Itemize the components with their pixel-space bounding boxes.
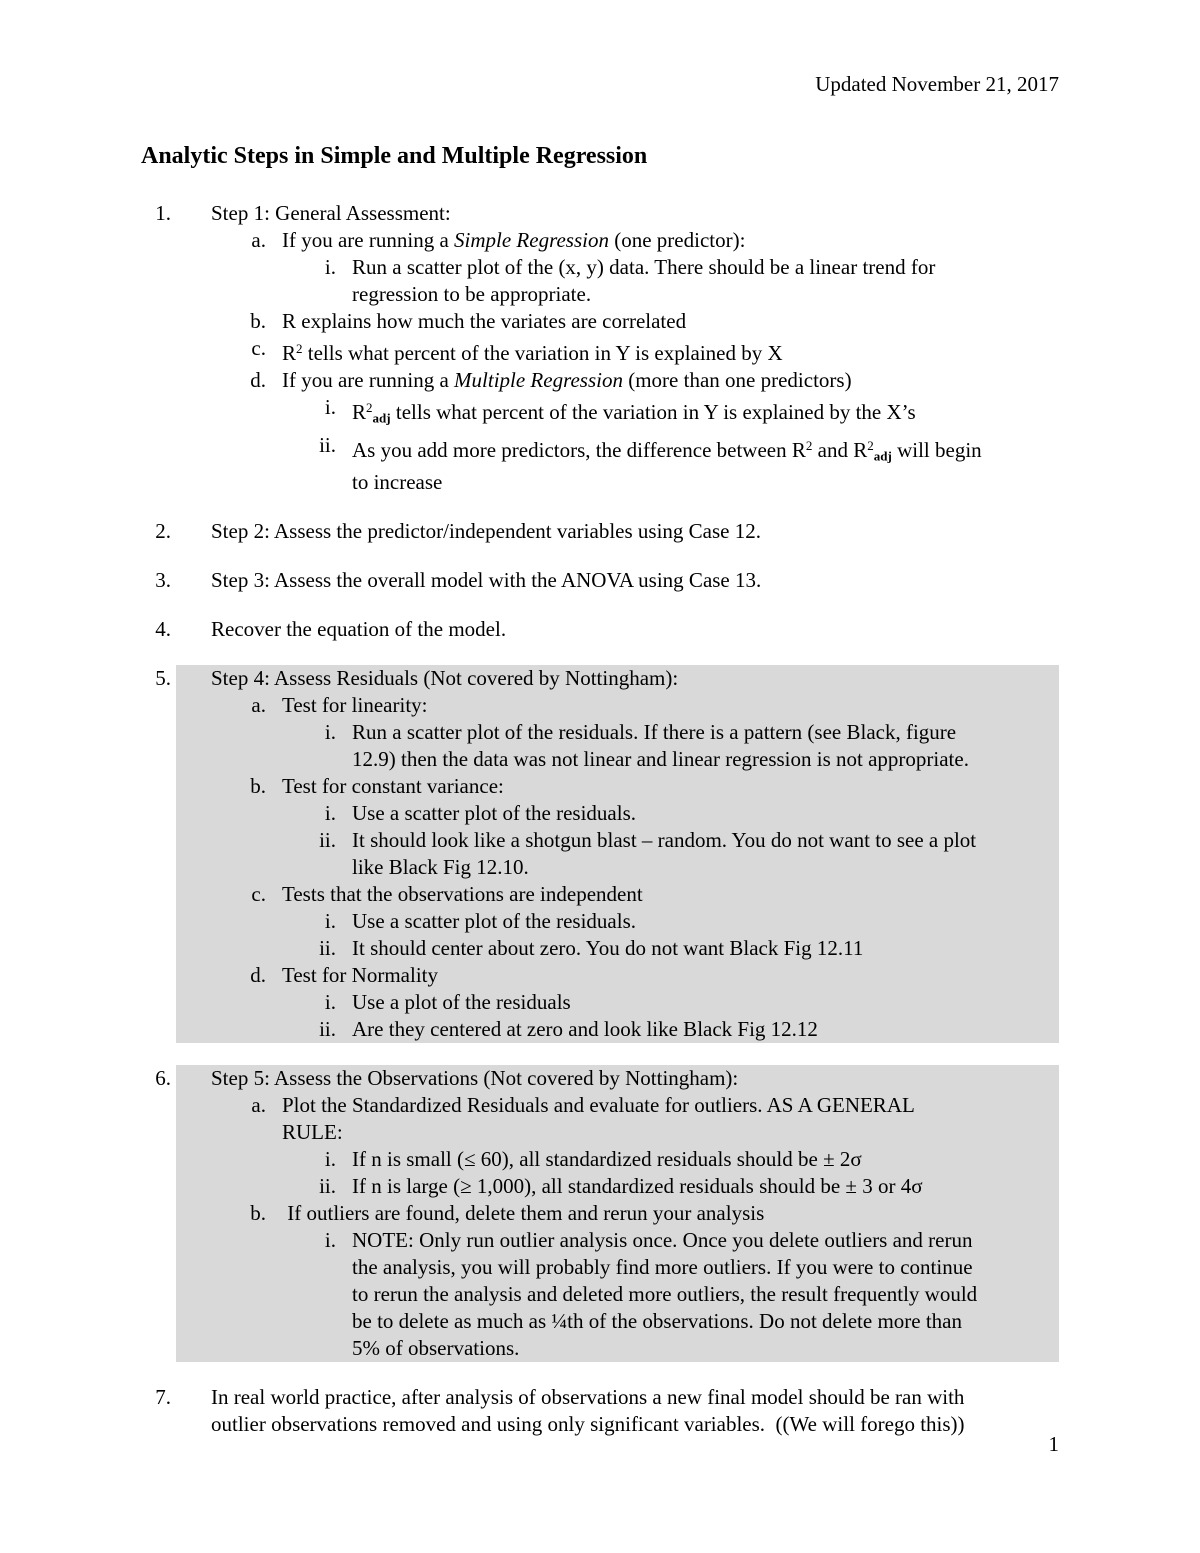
- list-text: Plot the Standardized Residuals and evaluate for outliers. AS A GENERAL: [282, 1092, 915, 1117]
- list-text: It should look like a shotgun blast – random. You do not want to see a plot: [352, 827, 977, 852]
- list-text: Run a scatter plot of the (x, y) data. There should be a linear trend for: [352, 255, 936, 279]
- list-item-6a-cont: [176, 1119, 1059, 1146]
- list-marker: b.: [250, 309, 266, 333]
- list-text: Step 4: Assess Residuals (Not covered by Nottingham):: [211, 665, 679, 690]
- list-marker: i.: [324, 800, 336, 825]
- list-marker: i.: [324, 1227, 336, 1252]
- list-item-5: [155, 665, 1059, 692]
- list-marker: b.: [250, 773, 266, 798]
- list-text: Recover the equation of the model.: [211, 616, 507, 641]
- list-marker: i.: [324, 989, 336, 1014]
- list-marker: 2.: [155, 518, 171, 543]
- shaded-block-step-5: [155, 1065, 1059, 1362]
- list-marker: a.: [251, 692, 266, 717]
- list-text: like Black Fig 12.10.: [352, 854, 529, 879]
- list-marker: i.: [324, 395, 336, 420]
- list-item-5a-i-cont: [176, 746, 1059, 773]
- list-text: be to delete as much as ¼th of the observations. Do not delete more than: [352, 1308, 962, 1333]
- list-text: Step 3: Assess the overall model with the ANOVA using Case 13.: [211, 567, 762, 592]
- list-marker: i.: [324, 908, 336, 933]
- list-item-6b-i-cont: [176, 1281, 1059, 1308]
- list-text: 5% of observations.: [352, 1335, 520, 1360]
- list-item-1a: [141, 227, 1059, 254]
- list-item-6a-i: [176, 1146, 1059, 1173]
- list-marker: c.: [251, 336, 266, 360]
- list-item-6a-ii: [176, 1173, 1059, 1200]
- list-item-7: [141, 1384, 1059, 1411]
- document-body: [141, 200, 1059, 1438]
- list-item-5d-i: [176, 989, 1059, 1016]
- list-marker: a.: [251, 1092, 266, 1117]
- list-text: $R^2_{adj}$ tells what percent of the variation in Y is explained by the X’s: [352, 400, 916, 426]
- list-text: As you add more predictors, the difference between $R^2$ and $R^2_{adj}$ will begin: [352, 437, 982, 463]
- list-item-1a-i: [141, 254, 1059, 281]
- list-text: Test for linearity:: [282, 692, 428, 717]
- list-marker: 6.: [155, 1065, 171, 1090]
- list-text: Step 2: Assess the predictor/independent variables using Case 12.: [211, 518, 761, 543]
- list-item-5a-i: [176, 719, 1059, 746]
- list-item-1a-i-cont: [141, 281, 1059, 308]
- list-text: Test for constant variance:: [282, 773, 504, 798]
- list-text: Use a plot of the residuals: [352, 989, 571, 1014]
- list-item-5c: [176, 881, 1059, 908]
- list-item-2: [141, 518, 1059, 545]
- list-text: Use a scatter plot of the residuals.: [352, 908, 636, 933]
- list-text: If n is large (≥ 1,000), all standardized residuals should be ± 3 or 4σ: [352, 1173, 923, 1198]
- list-marker: 4.: [155, 616, 171, 641]
- list-item-5b-ii: [176, 827, 1059, 854]
- list-marker: a.: [251, 228, 266, 252]
- list-text: to rerun the analysis and deleted more outliers, the result frequently would: [352, 1281, 978, 1306]
- list-text: outlier observations removed and using only significant variables. ((We will forego this)): [211, 1411, 965, 1436]
- list-item-6: [155, 1065, 1059, 1092]
- list-item-1d: [141, 367, 1059, 394]
- list-text: If outliers are found, delete them and rerun your analysis: [282, 1200, 765, 1225]
- list-text: RULE:: [282, 1119, 343, 1144]
- list-item-6b-i-cont: [176, 1308, 1059, 1335]
- list-marker: 3.: [155, 567, 171, 592]
- list-marker: ii.: [319, 935, 336, 960]
- list-text: Are they centered at zero and look like Black Fig 12.12: [352, 1016, 818, 1041]
- list-marker: 7.: [155, 1384, 171, 1409]
- list-item-1c: [141, 335, 1059, 367]
- list-marker: b.: [250, 1200, 266, 1225]
- list-marker: i.: [324, 255, 336, 279]
- list-marker: ii.: [319, 1173, 336, 1198]
- list-text: Tests that the observations are independent: [282, 881, 643, 906]
- list-text: Step 1: General Assessment:: [211, 201, 451, 225]
- list-text: 12.9) then the data was not linear and linear regression is not appropriate.: [352, 746, 969, 771]
- list-marker: 1.: [155, 201, 171, 225]
- list-item-5c-ii: [176, 935, 1059, 962]
- list-item-5c-i: [176, 908, 1059, 935]
- list-item-1: [141, 200, 1059, 227]
- page-number: 1: [1048, 1432, 1059, 1456]
- list-marker: ii.: [319, 827, 336, 852]
- list-item-5b-ii-cont: [176, 854, 1059, 881]
- list-text: Run a scatter plot of the residuals. If there is a pattern (see Black, figure: [352, 719, 957, 744]
- list-text: to increase: [352, 469, 443, 494]
- list-text: If you are running a Multiple Regression (more than one predictors): [282, 368, 852, 393]
- list-text: In real world practice, after analysis of observations a new final model should be ran with: [211, 1384, 965, 1409]
- header-date: Updated November 21, 2017: [815, 72, 1059, 96]
- list-item-6b-i: [176, 1227, 1059, 1254]
- list-marker: c.: [251, 881, 266, 906]
- list-text: regression to be appropriate.: [352, 282, 592, 306]
- list-item-1d-ii: [141, 432, 1059, 469]
- list-item-1d-i: [141, 394, 1059, 431]
- list-text: Step 5: Assess the Observations (Not covered by Nottingham):: [211, 1065, 739, 1090]
- list-text: NOTE: Only run outlier analysis once. Once you delete outliers and rerun: [352, 1227, 973, 1252]
- list-marker: ii.: [319, 1016, 336, 1041]
- list-item-3: [141, 567, 1059, 594]
- list-item-5d-ii: [176, 1016, 1059, 1043]
- list-text: If n is small (≤ 60), all standardized residuals should be ± 2σ: [352, 1146, 862, 1171]
- list-text: Test for Normality: [282, 962, 438, 987]
- list-item-6b: [176, 1200, 1059, 1227]
- list-marker: i.: [324, 719, 336, 744]
- list-text: Use a scatter plot of the residuals.: [352, 800, 636, 825]
- list-item-5a: [176, 692, 1059, 719]
- list-marker: d.: [250, 368, 266, 393]
- list-marker: ii.: [319, 432, 336, 457]
- list-marker: i.: [324, 1146, 336, 1171]
- shaded-block-step-4: [155, 665, 1059, 1043]
- list-item-4: [141, 616, 1059, 643]
- list-marker: 5.: [155, 665, 171, 690]
- list-item-5d: [176, 962, 1059, 989]
- list-item-6b-i-cont: [176, 1254, 1059, 1281]
- list-text: R explains how much the variates are correlated: [282, 309, 687, 333]
- list-text: If you are running a Simple Regression (one predictor):: [282, 228, 746, 252]
- list-item-7-cont: [141, 1411, 1059, 1438]
- list-text: $R^2$ tells what percent of the variation in Y is explained by X: [282, 341, 783, 366]
- list-marker: d.: [250, 962, 266, 987]
- list-item-6b-i-cont: [176, 1335, 1059, 1362]
- list-text: the analysis, you will probably find more outliers. If you were to continue: [352, 1254, 973, 1279]
- list-item-6a: [176, 1092, 1059, 1119]
- page-title: Analytic Steps in Simple and Multiple Regression: [141, 143, 648, 169]
- list-item-5b: [176, 773, 1059, 800]
- list-item-1d-ii-cont: [141, 469, 1059, 496]
- list-item-5b-i: [176, 800, 1059, 827]
- list-item-1b: [141, 308, 1059, 335]
- list-text: It should center about zero. You do not want Black Fig 12.11: [352, 935, 864, 960]
